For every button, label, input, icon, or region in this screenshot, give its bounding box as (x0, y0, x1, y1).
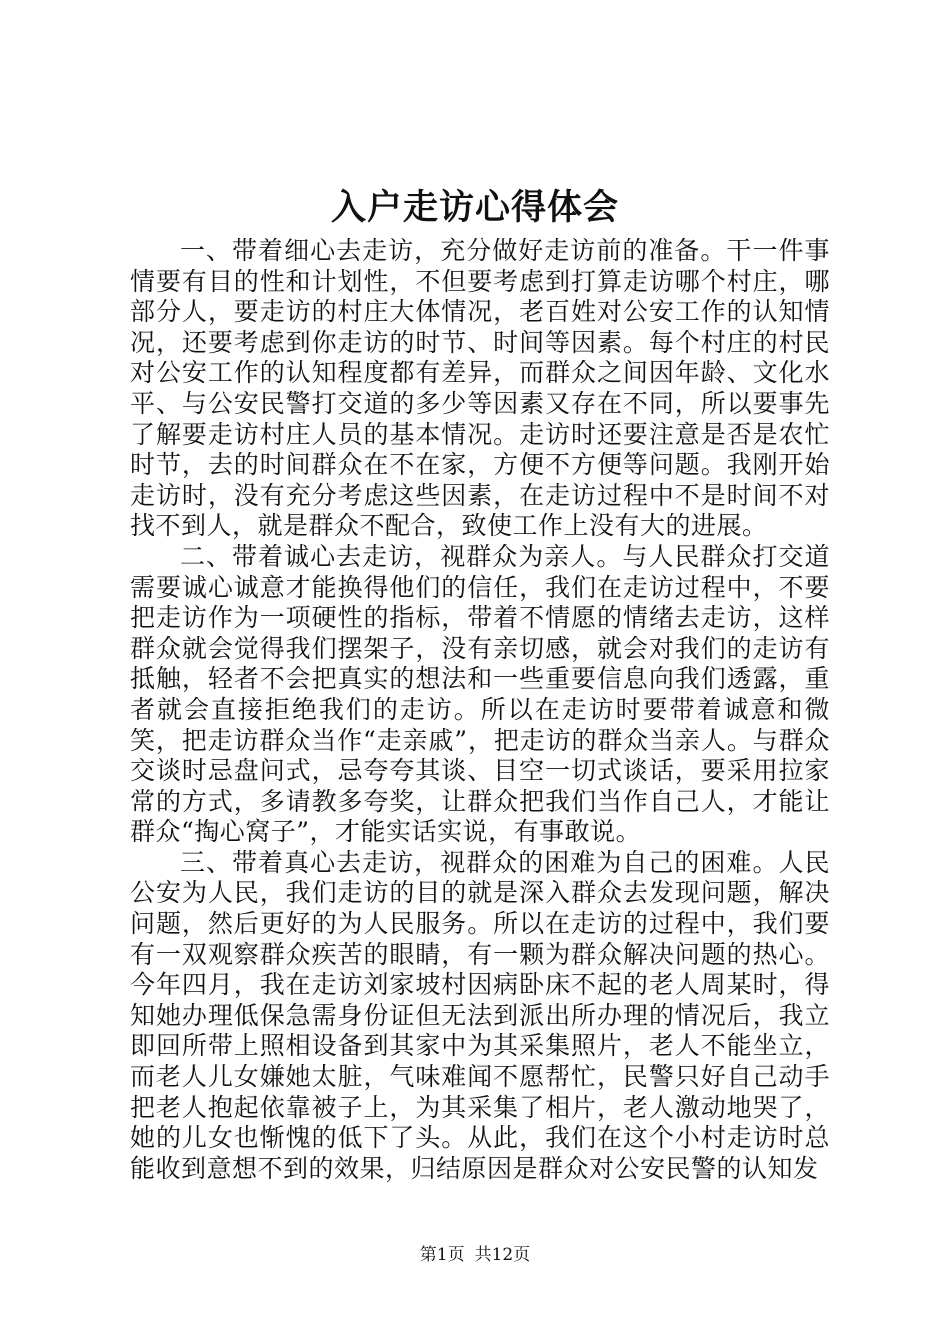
page-number: 第1页 (419, 1245, 465, 1265)
paragraph-3: 三、带着真心去走访，视群众的困难为自己的困难。人民公安为人民，我们走访的目的就是深入群众去发现问题，解决问题，然后更好的为人民服务。所以在走访的过程中，我们要有一双观察群众疾苦的眼睛，有一颗为群众解决问题的热心。今年四月，我在走访刘家坡村因病卧床不起的老人周某时，得知她办理低保急需身份证但无法到派出所办理的情况后，我立即回所带上照相设备到其家中为其采集照片，老人不能坐立，而老人儿女嫌她太脏，气味难闻不愿帮忙，民警只好自己动手把老人抱起依靠被子上，为其采集了相片，老人激动地哭了，她的儿女也惭愧的低下了头。从此，我们在这个小村走访时总能收到意想不到的效果，归结原因是群众对公安民警的认知发 (130, 847, 830, 1183)
document-body (130, 236, 830, 1184)
page-total: 共12页 (474, 1245, 531, 1265)
document-title: 入户走访心得体会 (330, 187, 619, 228)
paragraph-1: 一、带着细心去走访，充分做好走访前的准备。干一件事情要有目的性和计划性，不但要考虑到打算走访哪个村庄，哪部分人，要走访的村庄大体情况，老百姓对公安工作的认知情况，还要考虑到你走访的时节、时间等因素。每个村庄的村民对公安工作的认知程度都有差异，而群众之间因年龄、文化水平、与公安民警打交道的多少等因素又存在不同，所以要事先了解要走访村庄人员的基本情况。走访时还要注意是否是农忙时节，去的时间群众在不在家，方便不方便等问题。我刚开始走访时，没有充分考虑这些因素，在走访过程中不是时间不对找不到人，就是群众不配合，致使工作上没有大的进展。 (130, 236, 830, 541)
page-footer (0, 1244, 950, 1266)
paragraph-2: 二、带着诚心去走访，视群众为亲人。与人民群众打交道需要诚心诚意才能换得他们的信任，我们在走访过程中，不要把走访作为一项硬性的指标，带着不情愿的情绪去走访，这样群众就会觉得我们摆架子，没有亲切感，就会对我们的走访有抵触，轻者不会把真实的想法和一些重要信息向我们透露，重者就会直接拒绝我们的走访。所以在走访时要带着诚意和微笑，把走访群众当作“走亲戚”，把走访的群众当亲人。与群众交谈时忌盘问式，忌夸夸其谈、目空一切式谈话，要采用拉家常的方式，多请教多夸奖，让群众把我们当作自己人，才能让群众“掏心窝子”，才能实话实说，有事敢说。 (130, 541, 830, 847)
